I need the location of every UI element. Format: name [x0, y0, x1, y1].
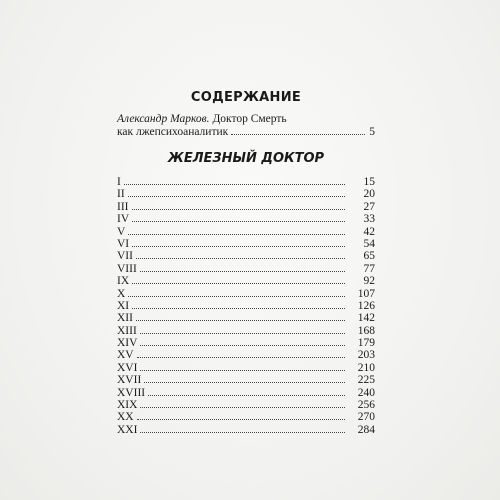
chapter-row	[117, 399, 375, 411]
chapter-page-number: 142	[357, 312, 375, 325]
chapter-number: XIX	[117, 399, 138, 412]
chapter-number: XX	[117, 411, 134, 424]
chapter-number: XVIII	[117, 386, 146, 399]
chapter-page-number: 284	[357, 423, 375, 436]
chapter-page-number: 42	[363, 225, 375, 238]
leader-dots	[128, 234, 345, 235]
toc-title: СОДЕРЖАНИЕ	[190, 90, 302, 105]
chapter-row	[117, 349, 375, 361]
leader-dots	[140, 432, 345, 433]
chapter-row	[117, 188, 375, 200]
chapter-number: VI	[117, 237, 130, 250]
chapter-page-number: 15	[363, 176, 375, 188]
chapter-number: XIV	[117, 337, 138, 350]
leader-dots	[140, 333, 345, 334]
chapter-row	[117, 226, 375, 238]
leader-dots	[140, 370, 345, 371]
chapter-number: XI	[117, 299, 130, 312]
chapter-row	[117, 275, 375, 287]
leader-dots	[132, 209, 346, 210]
leader-dots	[124, 184, 345, 185]
chapter-row	[117, 325, 375, 337]
chapter-row	[117, 387, 375, 399]
leader-dots	[128, 196, 345, 197]
chapter-number: XIII	[117, 324, 137, 337]
chapter-row	[117, 288, 375, 300]
chapter-page-number: 203	[357, 349, 375, 362]
chapter-page-number: 107	[357, 287, 375, 300]
chapter-row	[117, 300, 375, 312]
leader-dots	[148, 395, 345, 396]
leader-dots	[140, 271, 345, 272]
leader-dots	[128, 296, 345, 297]
chapter-page-number: 168	[357, 324, 375, 337]
chapter-row	[117, 250, 375, 262]
table-of-contents	[117, 90, 375, 436]
leader-dots	[132, 308, 345, 309]
chapter-number: VIII	[117, 262, 137, 275]
chapter-page-number: 240	[357, 386, 375, 399]
leader-dots	[136, 258, 345, 259]
intro-author: Александр Марков.	[117, 113, 210, 125]
chapter-number: XVII	[117, 374, 142, 387]
chapter-number: II	[117, 188, 125, 201]
chapter-number: VII	[117, 250, 133, 263]
intro-line-1	[117, 113, 375, 126]
intro-page-number: 5	[369, 126, 375, 138]
chapter-number: X	[117, 287, 126, 300]
chapter-number: XV	[117, 349, 134, 362]
chapter-number: XVI	[117, 361, 138, 374]
chapter-number: XII	[117, 312, 133, 325]
chapter-row	[117, 201, 375, 213]
chapter-row	[117, 238, 375, 250]
chapter-page-number: 225	[357, 374, 375, 387]
leader-dots	[144, 382, 345, 383]
chapter-number: I	[117, 176, 121, 188]
chapter-row	[117, 263, 375, 275]
intro-title-line2: как лжепсихоаналитик	[117, 126, 229, 138]
chapter-page-number: 54	[363, 237, 375, 250]
chapter-page-number: 33	[363, 213, 375, 226]
leader-dots	[136, 320, 345, 321]
chapter-row	[117, 362, 375, 374]
leader-dots	[231, 134, 365, 135]
chapter-row	[117, 213, 375, 225]
chapter-page-number: 65	[363, 250, 375, 263]
leader-dots	[137, 357, 345, 358]
chapter-list	[117, 176, 375, 436]
chapter-page-number: 126	[357, 299, 375, 312]
chapter-page-number: 77	[363, 262, 375, 275]
chapter-page-number: 256	[357, 399, 375, 412]
chapter-page-number: 20	[363, 188, 375, 201]
chapter-page-number: 92	[363, 275, 375, 288]
section-title: ЖЕЛЕЗНЫЙ ДОКТОР	[167, 151, 325, 166]
leader-dots	[132, 246, 345, 247]
chapter-row	[117, 312, 375, 324]
leader-dots	[132, 221, 345, 222]
chapter-row	[117, 337, 375, 349]
chapter-page-number: 179	[357, 337, 375, 350]
chapter-number: III	[117, 200, 129, 213]
leader-dots	[140, 407, 345, 408]
chapter-page-number: 27	[363, 200, 375, 213]
leader-dots	[137, 419, 345, 420]
chapter-page-number: 270	[357, 411, 375, 424]
leader-dots	[140, 345, 345, 346]
intro-entry	[117, 113, 375, 139]
intro-title-line1: Доктор Смерть	[209, 113, 287, 125]
chapter-number: IX	[117, 275, 130, 288]
chapter-number: V	[117, 225, 126, 238]
chapter-row	[117, 411, 375, 423]
chapter-row	[117, 424, 375, 436]
chapter-page-number: 210	[357, 361, 375, 374]
chapter-row	[117, 176, 375, 188]
leader-dots	[132, 283, 345, 284]
chapter-number: IV	[117, 213, 130, 226]
intro-line-2	[117, 126, 375, 139]
chapter-number: XXI	[117, 423, 138, 436]
chapter-row	[117, 374, 375, 386]
